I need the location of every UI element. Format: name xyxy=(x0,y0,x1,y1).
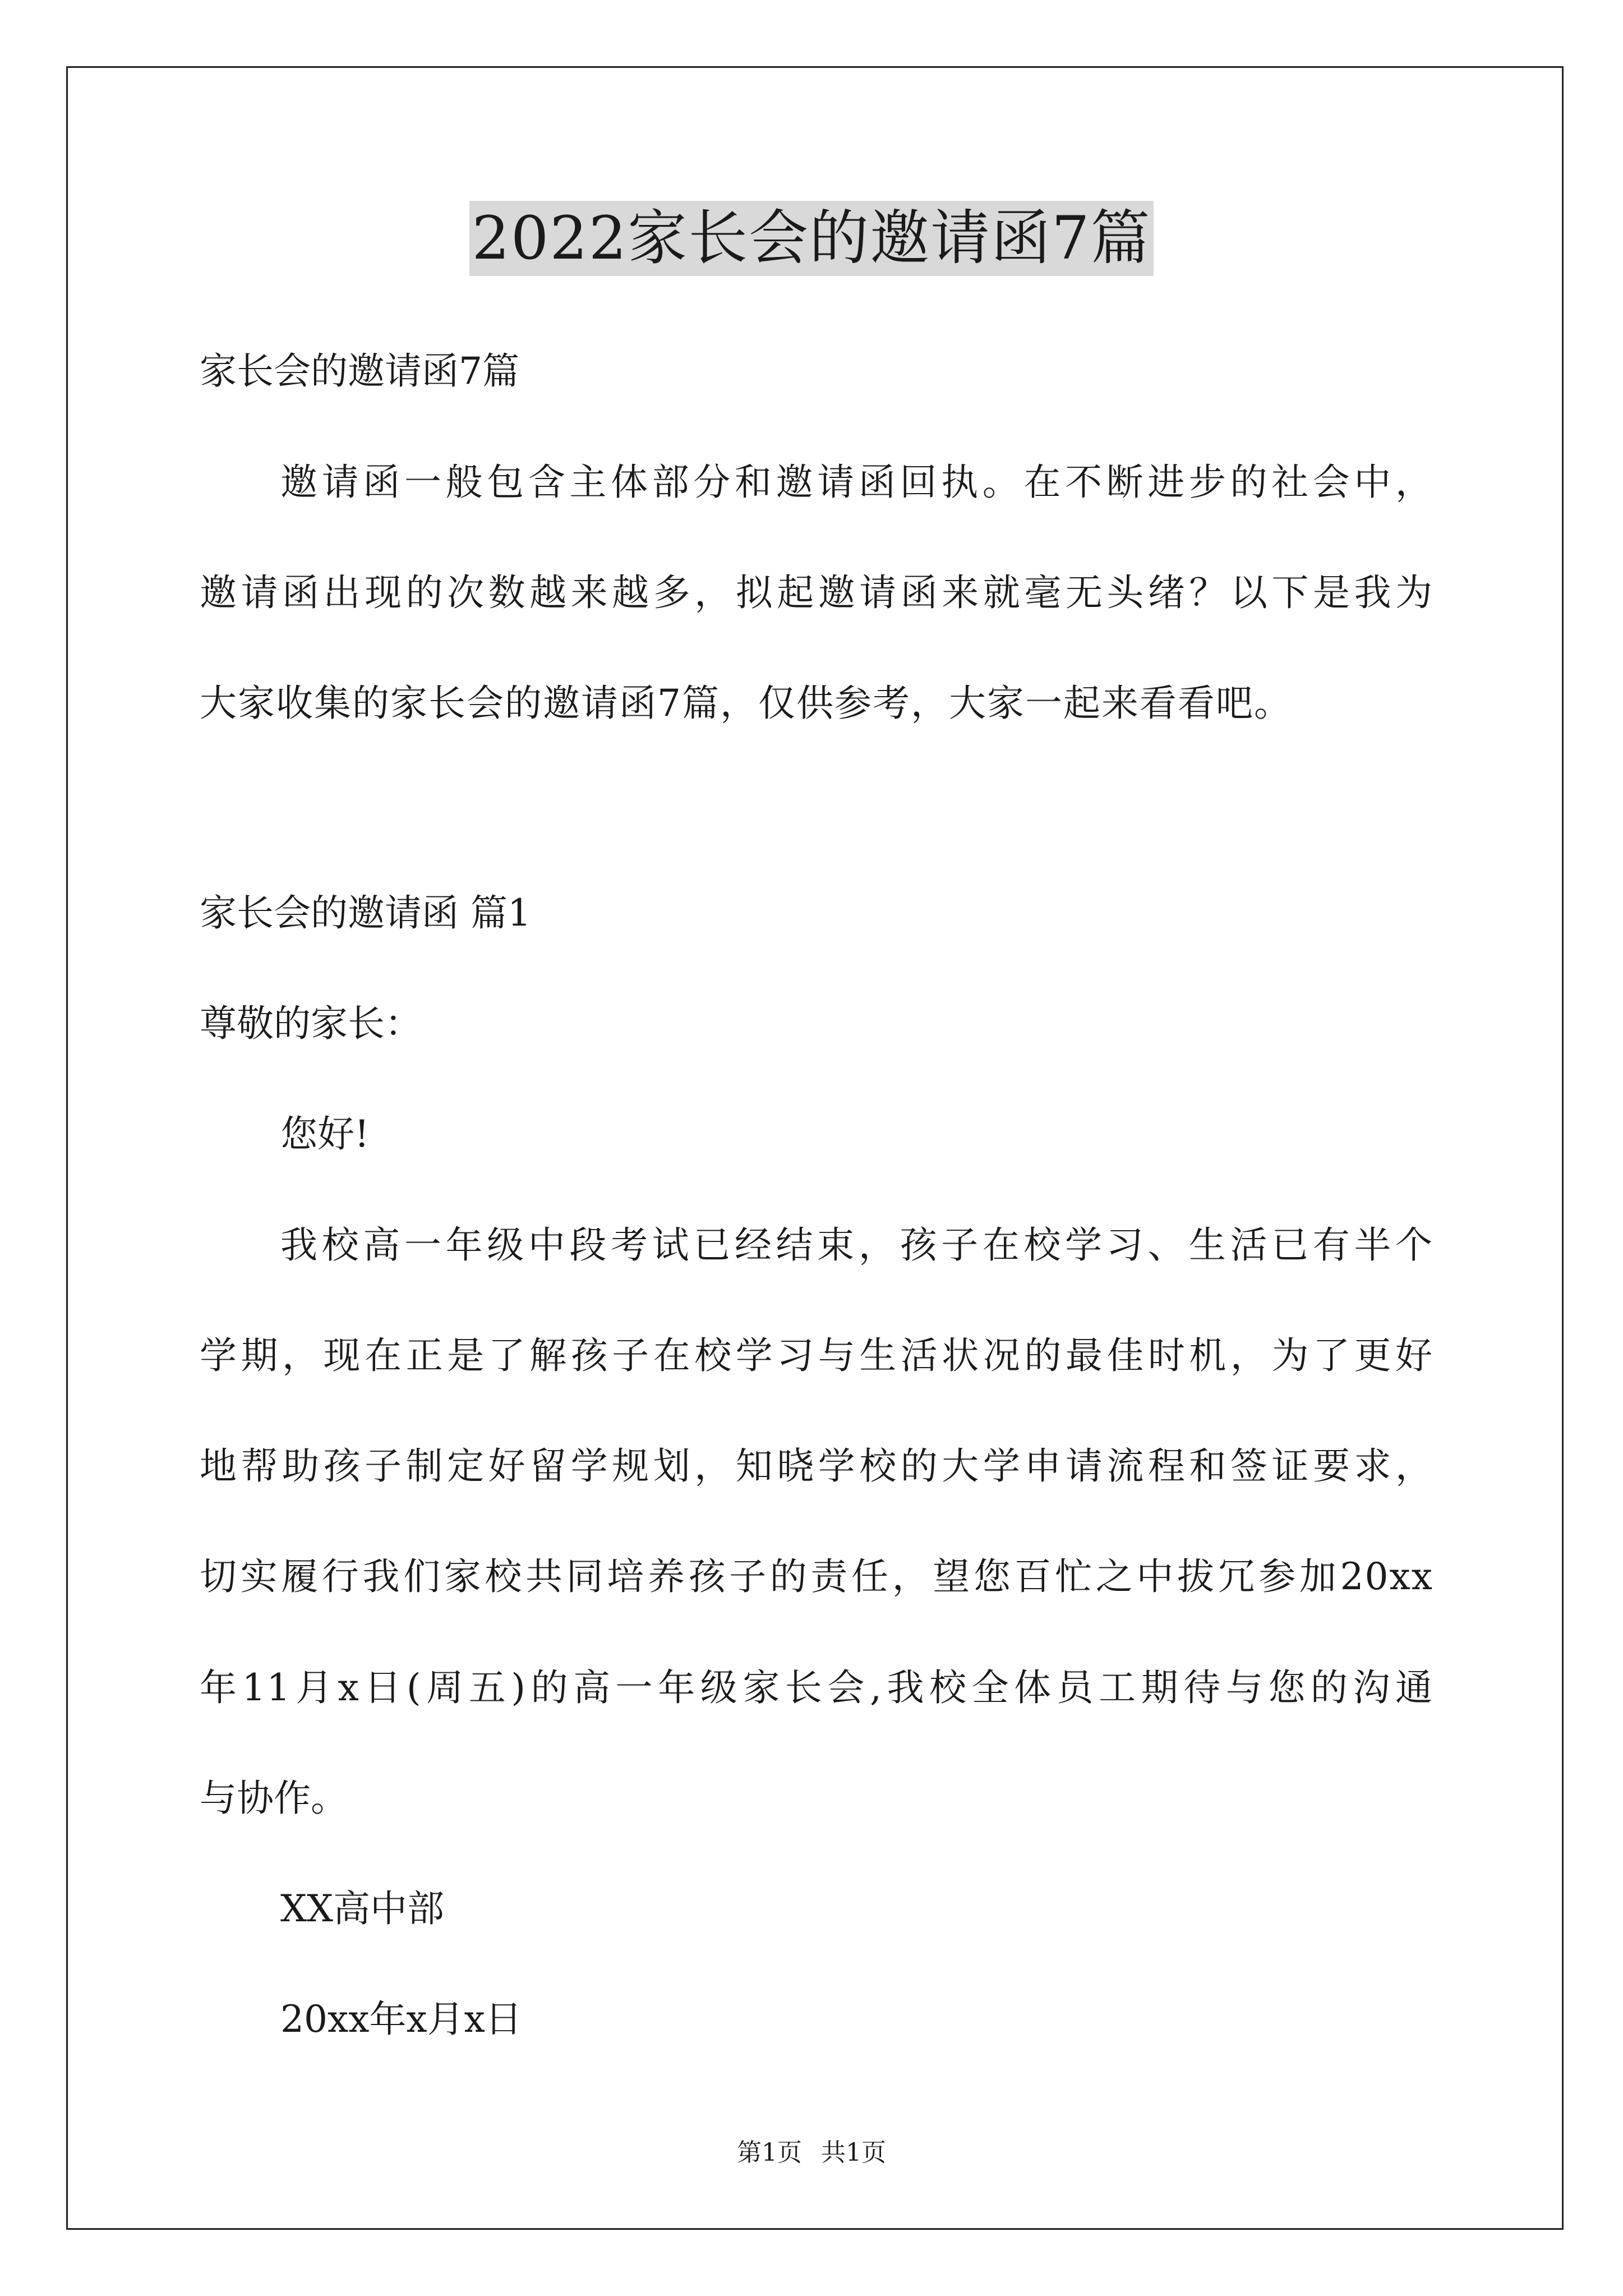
body-line-3: 地帮助孩子制定好留学规划，知晓学校的大学申请流程和签证要求， xyxy=(200,1444,1433,1488)
document-title: 2022家长会的邀请函7篇 xyxy=(469,201,1153,276)
title-wrap xyxy=(0,201,1623,276)
intro-line-2: 邀请函出现的次数越来越多，拟起邀请函来就毫无头绪？以下是我为 xyxy=(200,571,1433,614)
greeting: 您好! xyxy=(280,1112,370,1156)
body-line-2: 学期，现在正是了解孩子在校学习与生活状况的最佳时机，为了更好 xyxy=(200,1334,1433,1377)
body-line-4: 切实履行我们家校共同培养孩子的责任，望您百忙之中拔冗参加20xx xyxy=(200,1555,1433,1598)
page-number: 第1页 xyxy=(737,2138,802,2167)
body-line-1: 我校高一年级中段考试已经结束，孩子在校学习、生活已有半个 xyxy=(280,1223,1433,1267)
signature: XX高中部 xyxy=(280,1887,444,1930)
document-subtitle: 家长会的邀请函7篇 xyxy=(200,349,519,393)
page-footer xyxy=(0,2137,1623,2169)
intro-line-3: 大家收集的家长会的邀请函7篇，仅供参考，大家一起来看看吧。 xyxy=(200,682,1292,725)
intro-line-1: 邀请函一般包含主体部分和邀请函回执。在不断进步的社会中， xyxy=(280,461,1433,504)
salutation: 尊敬的家长： xyxy=(200,1002,422,1045)
body-line-5: 年11月x日(周五)的高一年级家长会,我校全体员工期待与您的沟通 xyxy=(200,1666,1433,1709)
body-line-6: 与协作。 xyxy=(200,1777,348,1820)
section-heading: 家长会的邀请函 篇1 xyxy=(200,891,531,935)
date: 20xx年x月x日 xyxy=(280,1998,522,2041)
page-total: 共1页 xyxy=(821,2138,886,2167)
